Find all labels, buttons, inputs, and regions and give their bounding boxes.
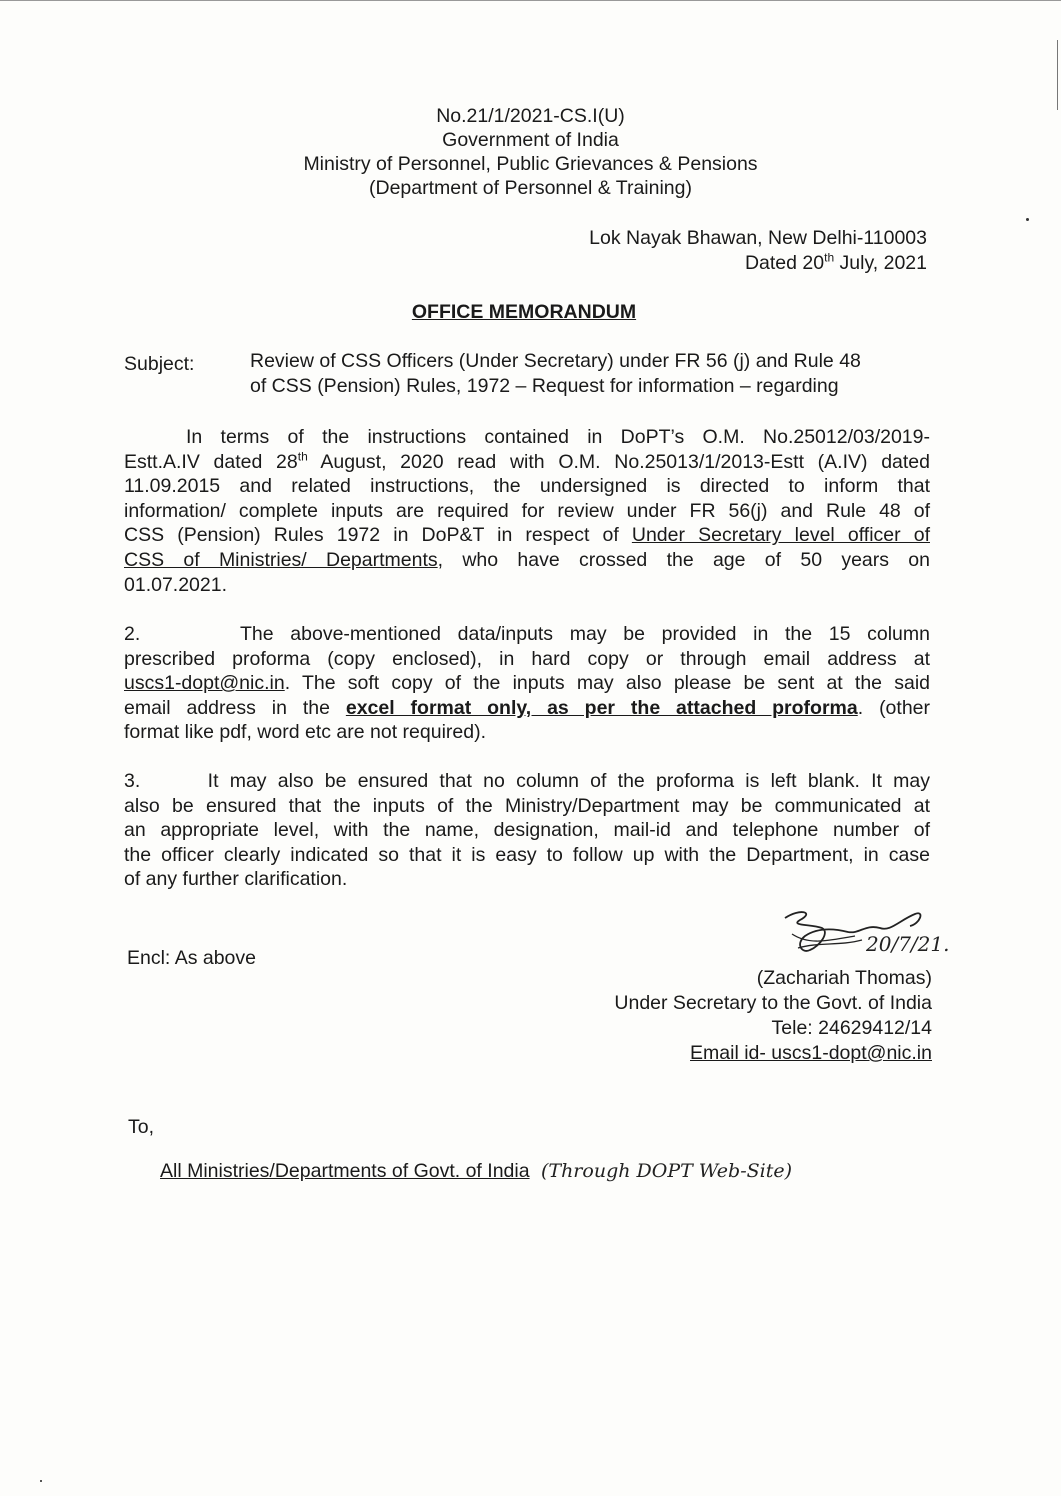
handwritten-note: (Through DOPT Web-Site) (540, 1160, 793, 1182)
address-block (589, 226, 927, 276)
subject-label: Subject: (124, 353, 195, 375)
paragraph-2: 2. The above-mentioned data/inputs may be provided in the 15 column prescribed proforma (copy enclosed), in hard copy or through email address at uscs1-dopt@nic.in. The soft copy of the inputs may also please be sent at the said email address in the excel format only, as per the attached proforma. (other format like pdf, word etc are not required). (124, 623, 931, 744)
signatory-name: (Zachariah Thomas) (756, 967, 932, 989)
excel-format-emphasis: excel format only, as per the attached proforma (345, 696, 858, 719)
signature-block (614, 966, 932, 1066)
enclosure-note: Encl: As above (127, 947, 256, 969)
department-name: (Department of Personnel & Training) (369, 177, 692, 199)
scan-speck (40, 1480, 42, 1482)
scan-right-edge (1057, 40, 1058, 110)
to-label: To, (128, 1116, 155, 1138)
scan-top-edge (0, 0, 1061, 1)
memo-date: Dated 20th July, 2021 (744, 250, 927, 274)
recipient: All Ministries/Departments of Govt. of India (160, 1160, 530, 1182)
reference-number: No.21/1/2021-CS.I(U) (436, 105, 625, 127)
signatory-designation: Under Secretary to the Govt. of India (614, 992, 932, 1014)
ministry-name: Ministry of Personnel, Public Grievances & Pensions (303, 153, 758, 175)
paragraph-1: In terms of the instructions contained in DoPT’s O.M. No.25012/03/2019- Estt.A.IV dated 28th August, 2020 read with O.M. No.25013/1/2013-Estt (A.IV) dated 11.09.2015 and related instructions, the undersigned is directed to inform that information/ complete inputs are required for review under FR 56(j) and Rule 48 of CSS (Pension) Rules 1972 in DoP&T in respect of Under Secretary level officer of CSS of Ministries/ Departments, who have crossed the age of 50 years on 01.07.2021. (124, 426, 930, 596)
government-name: Government of India (442, 129, 619, 151)
underlined-officer-level: Under Secretary level officer of (631, 524, 930, 547)
office-address: Lok Nayak Bhawan, New Delhi-110003 (589, 227, 927, 249)
paragraph-3: 3. It may also be ensured that no column of the proforma is left blank. It may also be ensured that the inputs of the Ministry/Department may be communicated at an appropriate level, with the name, designation, mail-id and telephone number of the officer clearly indicated so that it is easy to follow up with the Department, in case of any further clarification. (124, 770, 930, 891)
signatory-email[interactable]: Email id- uscs1-dopt@nic.in (690, 1042, 932, 1064)
signatory-telephone: Tele: 24629412/14 (771, 1017, 932, 1039)
underlined-ministries: CSS of Ministries/ Departments (124, 548, 438, 571)
subject-text: Review of CSS Officers (Under Secretary) under FR 56 (j) and Rule 48 of CSS (Pension) Rules, 1972 – Request for information – regarding (250, 350, 861, 397)
handwritten-date: 20/7/21. (866, 932, 950, 956)
scan-speck (1026, 218, 1029, 221)
recipient-line (160, 1160, 792, 1183)
email-link-inline[interactable]: uscs1-dopt@nic.in (124, 672, 285, 695)
memo-title: OFFICE MEMORANDUM (411, 301, 637, 323)
document-header (0, 104, 1061, 200)
